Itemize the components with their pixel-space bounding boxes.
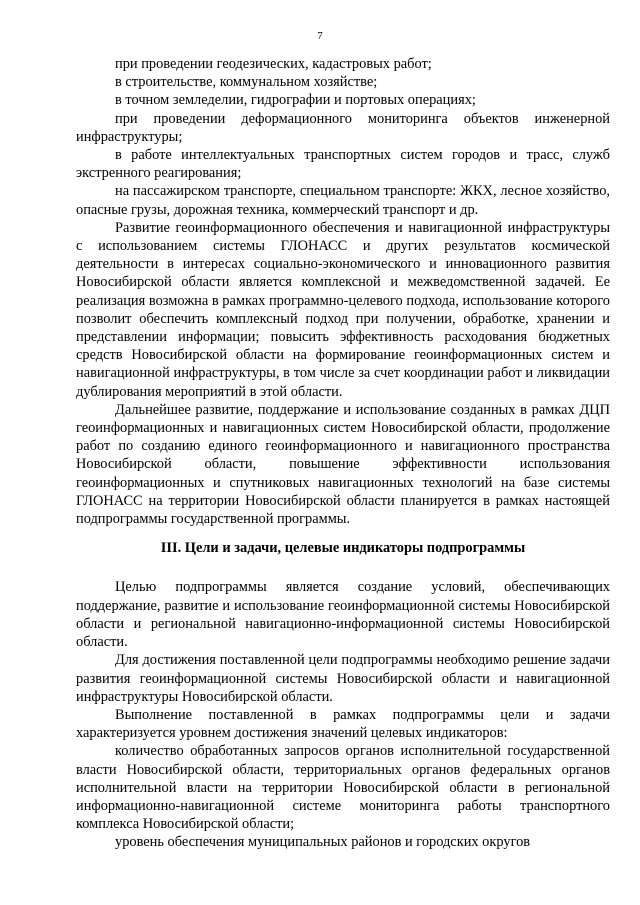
paragraph: Дальнейшее развитие, поддержание и использование созданных в рамках ДЦП геоинформационных и навигационных систем Новосибирской области, продолжение работ по созданию единого геоинформационного и навигационного пространства Новосибирской области, повышение эффективности использования геоинформационных и спутниковых навигационных технологий на базе системы ГЛОНАСС на территории Новосибирской области планируется в рамках настоящей подпрограммы государственной программы. xyxy=(76,401,610,528)
paragraph: при проведении геодезических, кадастровых работ; xyxy=(115,56,432,72)
section-heading: III. Цели и задачи, целевые индикаторы подпрограммы xyxy=(160,540,526,557)
paragraph: Выполнение поставленной в рамках подпрограммы цели и задачи характеризуется уровнем достижения значений целевых индикаторов: xyxy=(76,706,610,742)
paragraph: в точном земледелии, гидрографии и портовых операциях; xyxy=(115,92,476,109)
paragraph: количество обработанных запросов органов исполнительной государственной власти Новосибирской области, территориальных органов федеральных органов исполнительной власти на территории Новосибирской области в региональной информационно-навигационной системе мониторинга работы транспортного комплекса Новосибирской области; xyxy=(76,743,610,833)
paragraph: в строительстве, коммунальном хозяйстве; xyxy=(115,74,378,91)
paragraph: Целью подпрограммы является создание условий, обеспечивающих поддержание, развитие и использование геоинформационной системы Новосибирской области и региональной навигационно-информационной системы Новосибирской области. xyxy=(76,579,610,651)
paragraph: Развитие геоинформационного обеспечения и навигационной инфраструктуры с использованием системы ГЛОНАСС и других результатов космической деятельности в интересах социально-экономического и инновационного развития Новосибирской области является комплексной и межведомственной задачей. Ее реализация возможна в рамках программно-целевого подхода, использование которого позволит обеспечить комплексный подход при получении, обработке, хранении и представлении информации; повысить эффективность расходования бюджетных средств Новосибирской области на формирование геоинформационных систем и навигационной инфраструктуры, в том числе за счет координации работ и ликвидации дублирования мероприятий в этой области. xyxy=(76,219,610,400)
document-body xyxy=(76,55,610,852)
paragraph: на пассажирском транспорте, специальном транспорте: ЖКХ, лесное хозяйство, опасные грузы, дорожная техника, коммерческий транспорт и др. xyxy=(76,183,610,218)
paragraph: Для достижения поставленной цели подпрограммы необходимо решение задачи развития геоинформационной системы Новосибирской области и навигационной инфраструктуры Новосибирской области. xyxy=(76,652,610,705)
paragraph: в работе интеллектуальных транспортных систем городов и трасс, служб экстренного реагирования; xyxy=(76,147,610,182)
paragraph: уровень обеспечения муниципальных районов и городских округов xyxy=(115,834,531,851)
paragraph: при проведении деформационного мониторинга объектов инженерной инфраструктуры; xyxy=(76,110,610,145)
page-number: 7 xyxy=(317,30,323,42)
